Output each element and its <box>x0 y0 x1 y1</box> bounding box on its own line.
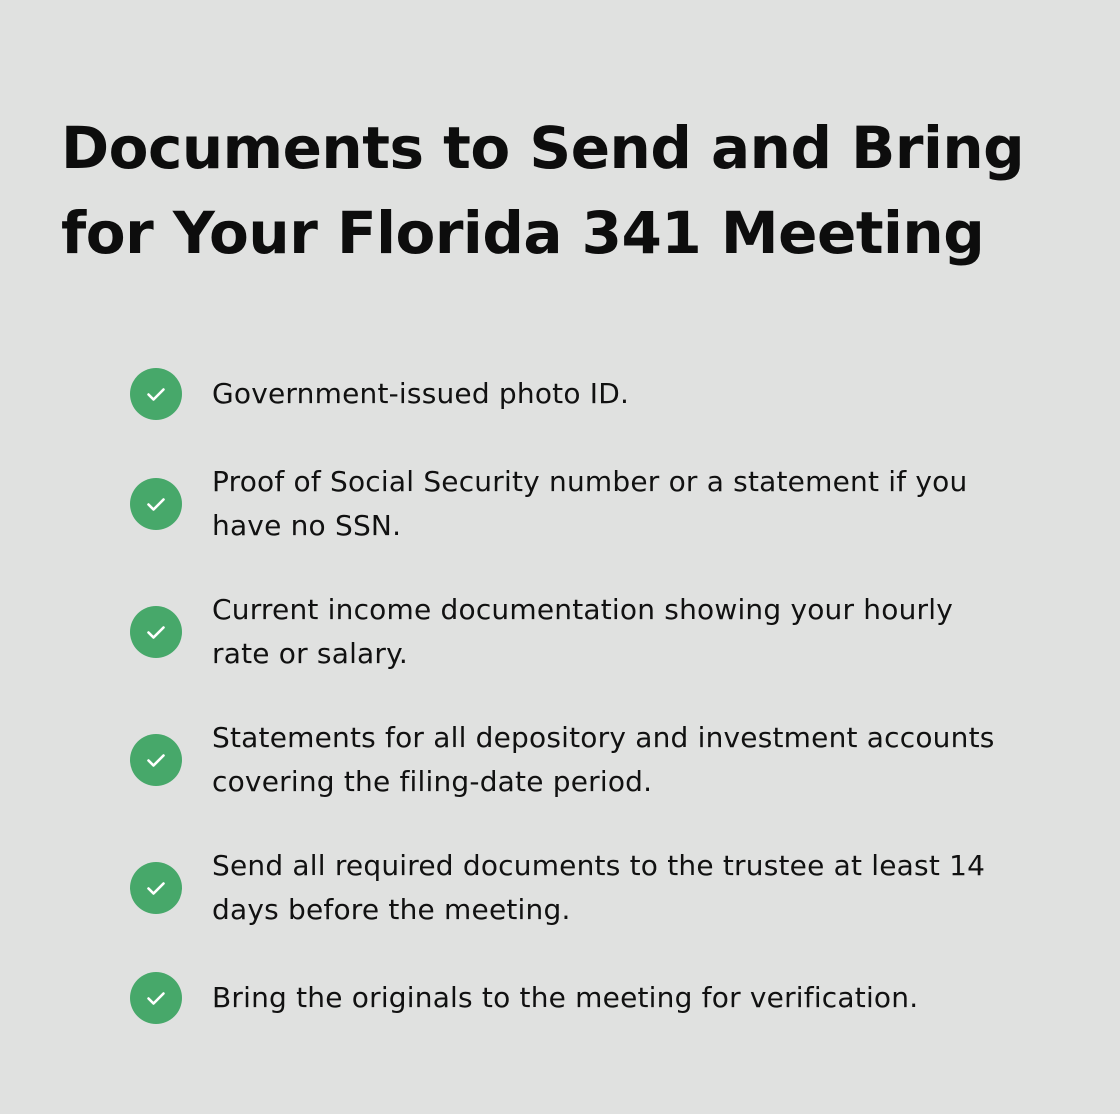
check-circle-icon <box>130 972 182 1024</box>
check-circle-icon <box>130 862 182 914</box>
check-circle-icon <box>130 368 182 420</box>
checklist-item-text: Bring the originals to the meeting for verification. <box>212 981 919 1014</box>
check-circle-icon <box>130 478 182 530</box>
check-circle-icon <box>130 734 182 786</box>
checklist-item-text: Send all required documents to the trustee at least 14 days before the meeting. <box>212 849 986 926</box>
page-title-line-2: for Your Florida 341 Meeting <box>61 199 985 267</box>
checklist-item-text: Government-issued photo ID. <box>212 377 630 410</box>
checklist-item-text: Statements for all depository and investment accounts covering the filing-date period. <box>212 721 995 798</box>
checklist-item-text: Proof of Social Security number or a statement if you have no SSN. <box>212 465 968 542</box>
check-circle-icon <box>130 606 182 658</box>
checklist-item-text: Current income documentation showing your hourly rate or salary. <box>212 593 953 670</box>
page-title-line-1: Documents to Send and Bring <box>61 114 1025 182</box>
